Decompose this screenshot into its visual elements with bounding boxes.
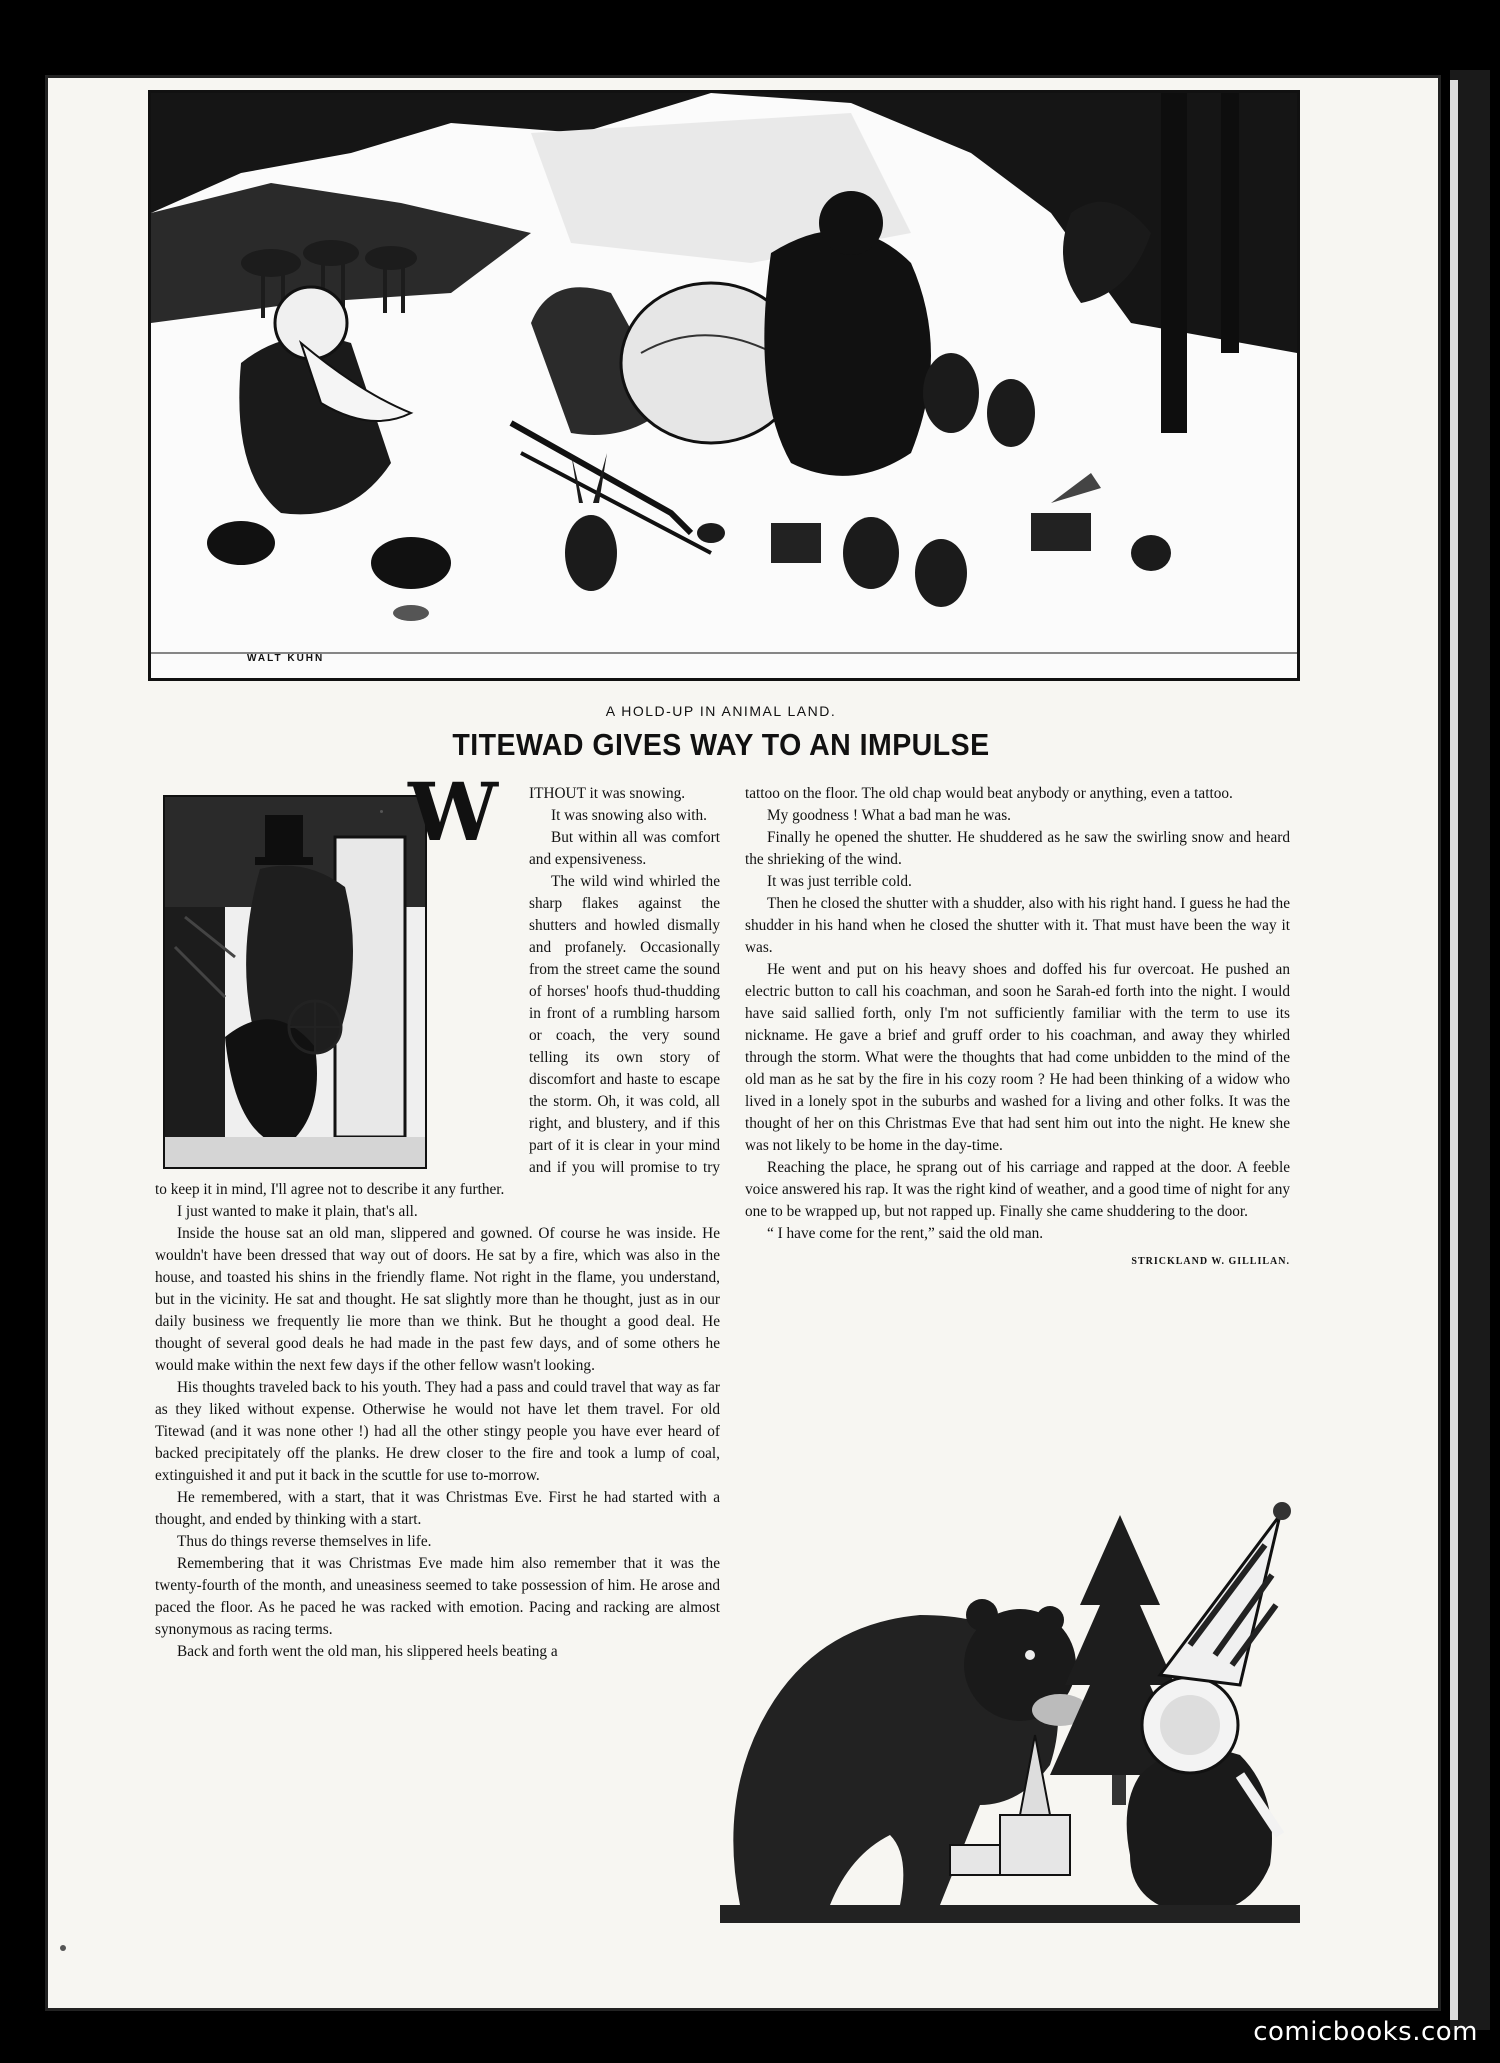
drop-cap-letter: W [408,765,498,859]
paragraph: He went and put on his heavy shoes and doffed his fur overcoat. He pushed an electric button to call his coachman, and soon he Sarah-ed forth into the night. I would have said sallied forth, only I'm not sufficiently familiar with the term to use its nickname. He gave a brief and gruff order to his coachman, and away they whirled through the storm. What were the thoughts that had come unbidden to the mind of the old man as he sat by the fire in his cozy room ? He had been thinking of a widow who lived in a lonely spot in the suburbs and washed for a living and other folks. It was the thought of her on this Christmas Eve that had sent him out into the night. He knew she was not likely to be home in the day-time. [745,961,1290,1154]
article-right-column [745,783,1290,1273]
paragraph: But within all was comfort and expensiveness. [529,829,720,868]
article-headline: TITEWAD GIVES WAY TO AN IMPULSE [452,727,990,762]
titewad-illustration [163,795,427,1169]
watermark: comicbooks.com [1253,2017,1478,2047]
holdup-illustration-drawing [151,93,1297,678]
paragraph: Inside the house sat an old man, slippered and gowned. Of course he was inside. He wouldn't have been dressed that way out of doors. He sat by a fire, which was also in the house, and toasted his shins in the friendly flame. Not right in the flame, you understand, but in the vicinity. He sat and thought. He sat slightly more than he thought, just as in our daily business we frequently lie more than we think. But he thought a good deal. He thought of several good deals he had made in the past few days, and of some others he would make within the next few days if the other fellow wasn't looking. [155,1225,720,1374]
paragraph: Reaching the place, he sprang out of his carriage and rapped at the door. A feeble voice answered his rap. It was the right kind of weather, and a good time of night for any one to be wrapped up, but not rapped up. Finally she came shuddering to the door. [745,1159,1290,1220]
author-byline: STRICKLAND W. GILLILAN. [1131,1256,1290,1267]
print-speck [380,810,383,813]
paragraph: “ I have come for the rent,” said the old man. [767,1225,1044,1242]
print-speck [60,1945,66,1951]
paragraph: Remembering that it was Christmas Eve made him also remember that it was the twenty-fourth of the month, and uneasiness seemed to take possession of him. He arose and paced the floor. As he paced he was racked with emotion. Pacing and racking are almost synonymous as racing terms. [155,1555,720,1638]
paragraph: Back and forth went the old man, his slippered heels beating a [177,1643,558,1660]
paragraph: I just wanted to make it plain, that's all. [177,1203,418,1220]
paragraph: ITHOUT it was snowing. [529,785,686,802]
paragraph: He remembered, with a start, that it was Christmas Eve. First he had started with a thought, and ended by thinking with a start. [155,1489,720,1528]
inline-illustration-box [155,765,515,1171]
paragraph: It was snowing also with. [551,807,707,824]
bear-and-santa-drawing [720,1475,1300,1923]
paragraph: Then he closed the shutter with a shudder, also with his right hand. I guess he had the shudder in his hand when he closed the shutter with it. That must have been the way it was. [745,895,1290,956]
artist-signature: WALT KUHN [247,653,325,664]
illustration-caption: A HOLD-UP IN ANIMAL LAND. [605,703,837,719]
paragraph: His thoughts traveled back to his youth. They had a pass and could travel that way as far as they liked without expense. Otherwise he would not have let them travel. For old Titewad (and it was none other !) had all the other stingy people you have ever heard of backed precipitately off the planks. He drew closer to the fire and took a lump of coal, extinguished it and put it back in the scuttle for use to-morrow. [155,1379,720,1484]
adjacent-page-strip [1450,80,1458,2020]
paragraph: tattoo on the floor. The old chap would beat anybody or anything, even a tattoo. [745,785,1233,802]
paragraph: It was just terrible cold. [767,873,912,890]
paragraph: Finally he opened the shutter. He shuddered as he saw the swirling snow and heard the shrieking of the wind. [745,829,1290,868]
article-left-column [155,765,720,1663]
titewad-drawing [165,797,425,1167]
paragraph: Thus do things reverse themselves in life. [177,1533,432,1550]
holdup-illustration [148,90,1300,681]
bear-and-santa-illustration [720,1475,1300,1923]
paragraph: My goodness ! What a bad man he was. [767,807,1011,824]
paragraph: The wild wind whirled the sharp flakes against the shutters and howled dismally and profanely. Occasionally from the street came the sound of horses' hoofs thud-thudding in front of a rumbling harsom or coach, the very sound telling its own story of discomfort and haste to escape the storm. Oh, it was cold, all right, and blustery, and if this part of it is clear in your mind and if you will promise to try to keep it in mind, I'll agree not to describe it any further. [155,873,720,1198]
